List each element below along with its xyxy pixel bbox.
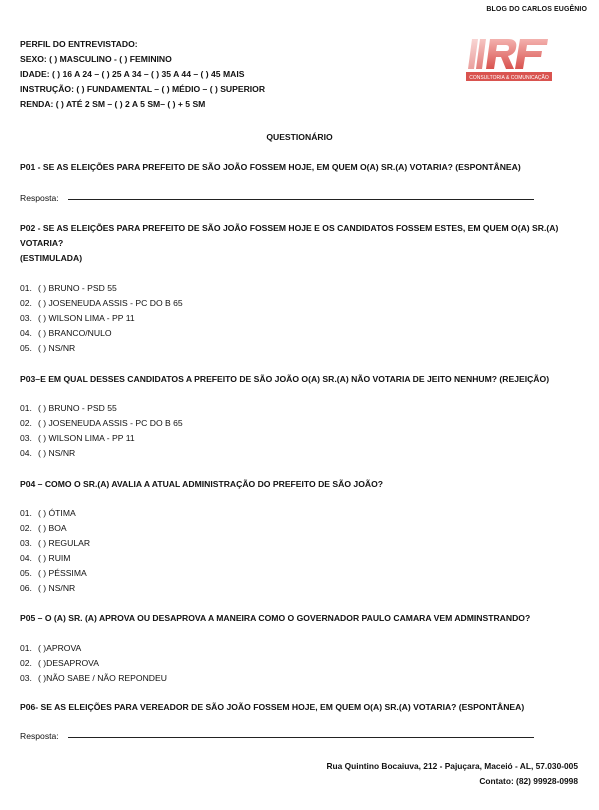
question-p02-type: (ESTIMULADA) <box>20 253 83 263</box>
profile-sex: SEXO: ( ) MASCULINO - ( ) FEMININO <box>20 54 172 64</box>
p05-option[interactable]: 01. ( )APROVA <box>20 643 82 653</box>
question-p04: P04 – COMO O SR.(A) AVALIA A ATUAL ADMINISTRAÇÃO DO PREFEITO DE SÃO JOÃO? <box>20 479 384 489</box>
logo-tagline: CONSULTORIA & COMUNICAÇÃO <box>469 74 549 81</box>
p03-option[interactable]: 04. ( ) NS/NR <box>20 448 76 458</box>
p04-option[interactable]: 06. ( ) NS/NR <box>20 583 76 593</box>
footer-contact: Contato: (82) 99928-0998 <box>479 776 578 786</box>
questionnaire-title: QUESTIONÁRIO <box>266 132 333 142</box>
p01-answer-label: Resposta: <box>20 193 59 203</box>
profile-title: PERFIL DO ENTREVISTADO: <box>20 39 138 49</box>
p03-option[interactable]: 02. ( ) JOSENEUDA ASSIS - PC DO B 65 <box>20 418 183 428</box>
p06-answer-label: Resposta: <box>20 731 59 741</box>
p02-option[interactable]: 05. ( ) NS/NR <box>20 343 76 353</box>
p02-option[interactable]: 01. ( ) BRUNO - PSD 55 <box>20 283 117 293</box>
p04-option[interactable]: 05. ( ) PÉSSIMA <box>20 568 87 578</box>
p04-option[interactable]: 04. ( ) RUIM <box>20 553 71 563</box>
p03-option[interactable]: 01. ( ) BRUNO - PSD 55 <box>20 403 117 413</box>
p04-option[interactable]: 03. ( ) REGULAR <box>20 538 91 548</box>
p01-answer-line[interactable] <box>68 199 534 200</box>
p05-option[interactable]: 02. ( )DESAPROVA <box>20 658 99 668</box>
profile-income: RENDA: ( ) ATÉ 2 SM – ( ) 2 A 5 SM– ( ) + 5 SM <box>20 99 206 109</box>
p03-option[interactable]: 03. ( ) WILSON LIMA - PP 11 <box>20 433 135 443</box>
rf-logo <box>464 35 554 85</box>
p04-option[interactable]: 02. ( ) BOA <box>20 523 67 533</box>
question-p05: P05 – O (A) SR. (A) APROVA OU DESAPROVA A MANEIRA COMO O GOVERNADOR PAULO CAMARA VEM ADMINSTRANDO? <box>20 613 531 623</box>
profile-education: INSTRUÇÃO: ( ) FUNDAMENTAL – ( ) MÉDIO – ( ) SUPERIOR <box>20 84 266 94</box>
p02-option[interactable]: 04. ( ) BRANCO/NULO <box>20 328 112 338</box>
p06-answer-line[interactable] <box>68 737 534 738</box>
question-p03: P03–E EM QUAL DESSES CANDIDATOS A PREFEITO DE SÃO JOÃO O(A) SR.(A) NÃO VOTARIA DE JEITO NENHUM? (REJEIÇÃO) <box>20 374 550 384</box>
blog-header: BLOG DO CARLOS EUGÊNIO <box>486 6 587 13</box>
p05-option[interactable]: 03. ( )NÃO SABE / NÃO REPONDEU <box>20 673 167 683</box>
p04-option[interactable]: 01. ( ) ÓTIMA <box>20 508 76 518</box>
p02-option[interactable]: 02. ( ) JOSENEUDA ASSIS - PC DO B 65 <box>20 298 183 308</box>
profile-age: IDADE: ( ) 16 A 24 – ( ) 25 A 34 – ( ) 35 A 44 – ( ) 45 MAIS <box>20 69 245 79</box>
question-p01: P01 - SE AS ELEIÇÕES PARA PREFEITO DE SÃO JOÃO FOSSEM HOJE, EM QUEM O(A) SR.(A) VOTARIA? (ESPONTÂNEA) <box>20 162 521 172</box>
footer-address: Rua Quintino Bocaiuva, 212 - Pajuçara, Maceió - AL, 57.030-005 <box>326 761 578 771</box>
question-p06: P06- SE AS ELEIÇÕES PARA VEREADOR DE SÃO JOÃO FOSSEM HOJE, EM QUEM O(A) SR.(A) VOTARIA? (ESPONTÂNEA) <box>20 702 525 712</box>
p02-option[interactable]: 03. ( ) WILSON LIMA - PP 11 <box>20 313 135 323</box>
question-p02: P02 - SE AS ELEIÇÕES PARA PREFEITO DE SÃO JOÃO FOSSEM HOJE E OS CANDIDATOS FOSSEM ESTES, EM QUEM O(A) SR.(A) VOTARIA? <box>20 223 559 248</box>
